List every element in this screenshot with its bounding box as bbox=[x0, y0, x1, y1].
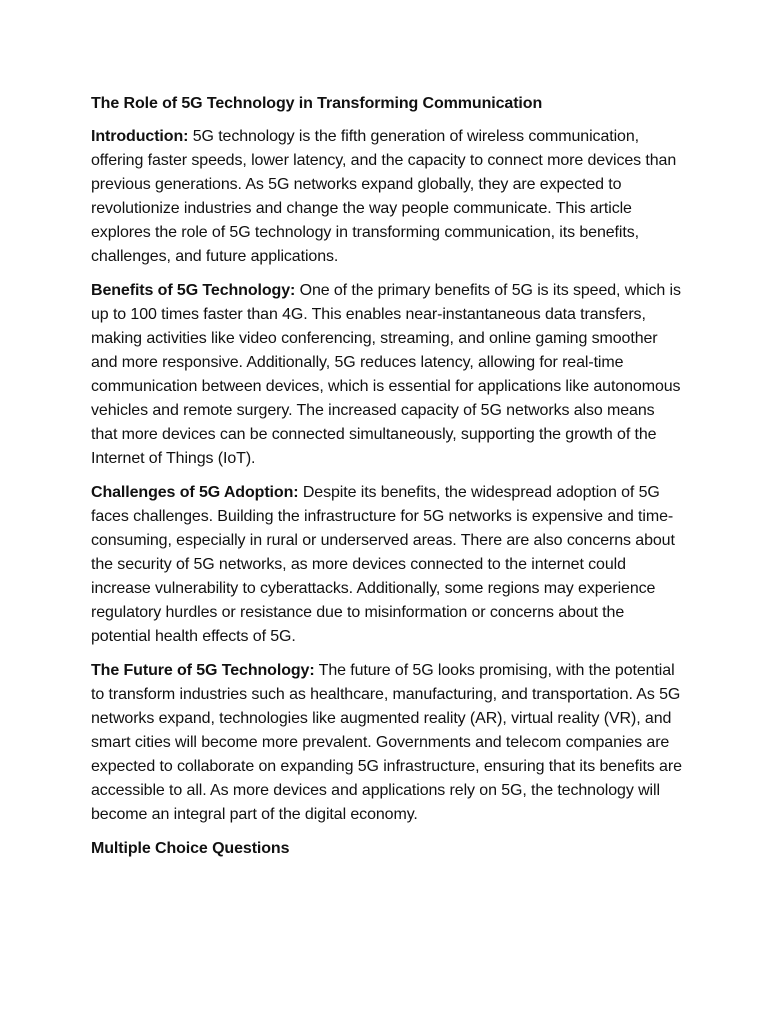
section-text: One of the primary benefits of 5G is its speed, which is up to 100 times faster than 4G. This enables near-instantaneous data transfers, making activities like video conferencing, streaming, and online gaming smoother and more responsive. Additionally, 5G reduces latency, allowing for real-time communication between devices, which is essential for applications like autonomous vehicles and remote surgery. The increased capacity of 5G networks also means that more devices can be connected simultaneously, supporting the growth of the Internet of Things (IoT). bbox=[91, 282, 681, 467]
section-lead: Benefits of 5G Technology: bbox=[91, 282, 296, 299]
section-challenges bbox=[91, 481, 683, 649]
section-future bbox=[91, 659, 683, 827]
section-benefits bbox=[91, 279, 683, 471]
section-lead: The Future of 5G Technology: bbox=[91, 662, 315, 679]
section-introduction bbox=[91, 125, 683, 269]
section-text: Despite its benefits, the widespread adoption of 5G faces challenges. Building the infrastructure for 5G networks is expensive and time-consuming, especially in rural or underserved areas. There are also concerns about the security of 5G networks, as more devices connected to the internet could increase vulnerability to cyberattacks. Additionally, some regions may experience regulatory hurdles or resistance due to misinformation or concerns about the potential health effects of 5G. bbox=[91, 484, 675, 645]
section-text: 5G technology is the fifth generation of wireless communication, offering faster speeds, lower latency, and the capacity to connect more devices than previous generations. As 5G networks expand globally, they are expected to revolutionize industries and change the way people communicate. This article explores the role of 5G technology in transforming communication, its benefits, challenges, and future applications. bbox=[91, 128, 677, 265]
section-lead: Introduction: bbox=[91, 128, 189, 145]
section-lead: Challenges of 5G Adoption: bbox=[91, 484, 299, 501]
section-text: The future of 5G looks promising, with the potential to transform industries such as healthcare, manufacturing, and transportation. As 5G networks expand, technologies like augmented reality (AR), virtual reality (VR), and smart cities will become more prevalent. Governments and telecom companies are expected to collaborate on expanding 5G infrastructure, ensuring that its benefits are accessible to all. As more devices and applications rely on 5G, the technology will become an integral part of the digital economy. bbox=[91, 662, 682, 823]
document-title: The Role of 5G Technology in Transforming Communication bbox=[91, 95, 543, 112]
document-body bbox=[91, 93, 683, 861]
mcq-heading: Multiple Choice Questions bbox=[91, 840, 290, 857]
